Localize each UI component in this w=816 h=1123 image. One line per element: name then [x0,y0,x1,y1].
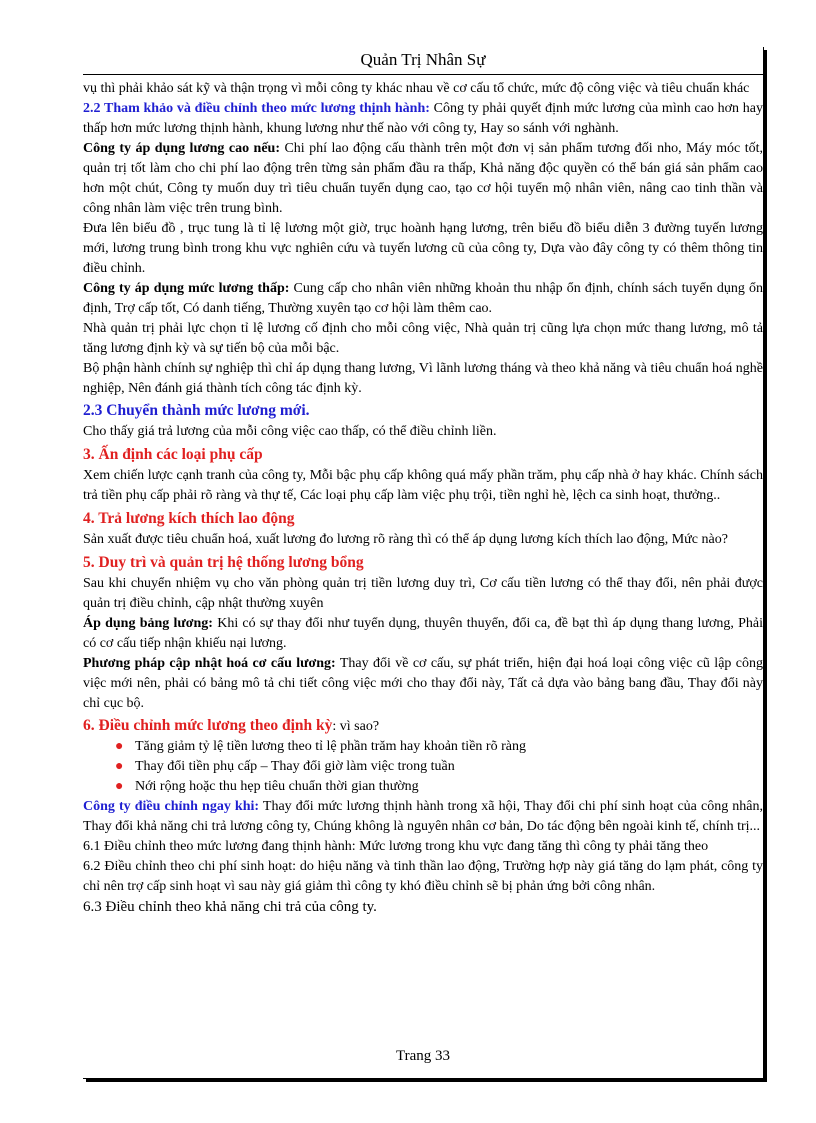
bullet-list [83,737,763,797]
heading-3: 3. Ấn định các loại phụ cấp [83,446,263,463]
paragraph: Nhà quản trị phải lực chọn tỉ lệ lương cố định cho mỗi công việc, Nhà quản trị cũng lựa chọn mức thang lương, mô tả tăng lương định kỳ và sự tiến bộ của mỗi bậc. [83,321,763,356]
page-content [83,79,763,917]
paragraph-6-1: 6.1 Điều chỉnh theo mức lương đang thịnh hành: Mức lương trong khu vực đang tăng thì công ty phải tăng theo [83,839,709,854]
heading-6-tail: : vì sao? [332,719,380,734]
list-item: ● Nới rộng hoặc thu hẹp tiêu chuẩn thời gian thường [121,777,763,797]
paragraph: Bộ phận hành chính sự nghiệp thì chỉ áp dụng thang lương, Vì lãnh lương tháng và theo khả năng và tiêu chuẩn hoá nghề nghiệp, Nên đánh giá thành tích công tác định kỳ. [83,361,763,396]
heading-6-line [83,716,763,737]
label-apply-scale: Áp dụng bảng lương: [83,616,213,631]
paragraph-2-2 [83,99,763,139]
header-rule [83,74,763,75]
paragraph: Cho thấy giá trả lương của mỗi công việc cao thấp, có thể điều chỉnh liền. [83,424,497,439]
page-number: Trang 33 [395,1048,451,1064]
paragraph: vụ thì phải khảo sát kỹ và thận trọng vì mỗi công ty khác nhau về cơ cấu tổ chức, mức độ công việc và tiêu chuẩn khác [83,81,750,96]
paragraph-text: Cung cấp cho nhân viên những khoản thu nhập ổn định, chính sách tuyển dụng ổn định, Trợ cấp tốt, Có danh tiếng, Thường xuyên tạo cơ hội làm thêm cao. [83,281,763,316]
paragraph: Sản xuất được tiêu chuẩn hoá, xuất lương đo lương rõ ràng thì có thể áp dụng lương kích thích lao động, Mức nào? [83,532,728,547]
paragraph-text: Chi phí lao động cấu thành trên một đơn vị sản phẩm tương đối nho, Máy móc tốt, quản trị tốt làm cho chi phí lao động trên từng sản phẩm đầu ra thấp, Khả năng độc quyền có thể bán giá sản phẩm cao hơn một chút, Công ty muốn duy trì tiêu chuẩn tuyển dụng cao, tạo cơ hội tuyển mộ nhân viên, nâng cao tinh thần và công nhân làm việc trên trung bình. [83,141,763,216]
paragraph-high-wage [83,139,763,219]
heading-4: 4. Trả lương kích thích lao động [83,510,295,527]
paragraph-low-wage [83,279,763,319]
paragraph: Xem chiến lược cạnh tranh của công ty, Mỗi bậc phụ cấp không quá mấy phần trăm, phụ cấp nhà ở hay khác. Chính sách trả tiền phụ cấp phải rõ ràng và thự tế, Các loại phụ cấp làm việc phụ trội, tiền nghỉ hè, lệch ca sinh hoạt, thưởng.. [83,468,763,503]
paragraph: Sau khi chuyển nhiệm vụ cho văn phòng quản trị tiền lương duy trì, Cơ cấu tiền lương có thể thay đổi, nên phải được quản trị điều chỉnh, cập nhật thường xuyên [83,576,763,611]
bullet-icon: ● [115,739,124,754]
label-high-wage: Công ty áp dụng lương cao nếu: [83,141,280,156]
paragraph-text: Khi có sự thay đổi như tuyển dụng, thuyên thuyển, đổi ca, đề bạt thì áp dụng thang lương, Phải có cơ cấu tiếp nhận khiếu nại lương. [83,616,763,651]
label-adjust-now: Công ty điều chỉnh ngay khi: [83,799,260,814]
paragraph-update-method [83,654,763,714]
heading-5: 5. Duy trì và quản trị hệ thống lương bổng [83,554,364,571]
paragraph-6-2: 6.2 Điều chỉnh theo chi phí sinh hoạt: do hiệu năng và tinh thần lao động, Trường hợp này giá tăng do lạm phát, công ty chỉ nên trợ cấp sinh hoạt vì sau này giá giảm thì công ty khó điều chỉnh sẽ bị phản ứng bởi công nhân. [83,859,763,894]
paragraph-text: Thay đổi về cơ cấu, sự phát triển, hiện đại hoá loại công việc cũ lập công việc mới nên, phải có bảng mô tả chi tiết công việc mới cho thay đổi này, Tất cả dựa vào bảng bang đầu, Thay đổi này chỉ cục bộ. [83,656,763,711]
label-low-wage: Công ty áp dụng mức lương thấp: [83,281,290,296]
subheading-2-2: 2.2 Tham khảo và điều chỉnh theo mức lương thịnh hành: [83,101,430,116]
paragraph-text: Thay đổi mức lương thịnh hành trong xã hội, Thay đổi chi phí sinh hoạt của công nhân, Thay đổi khả năng chi trả lương công ty, Chúng không là nguyên nhân cơ bản, Do tác động bên ngoài kinh tế, chính trị... [83,799,763,834]
paragraph-apply-scale [83,614,763,654]
paragraph: Đưa lên biểu đồ , trục tung là tỉ lệ lương một giờ, trục hoành hạng lương, trên biểu đồ biểu diễn 3 đường tuyến lương mới, lương trung bình trong khu vực nghiên cứu và tuyến lương cũ của công ty, Dựa vào đây công ty có thêm thông tin điều chỉnh. [83,221,763,276]
page-header: Quản Trị Nhân Sự [360,50,486,69]
paragraph-6-3: 6.3 Điều chỉnh theo khả năng chi trả của công ty. [83,899,377,915]
bullet-icon: ● [115,759,124,774]
paragraph-text: Công ty phải quyết định mức lương của mình cao hơn hay thấp hơn mức lương thịnh hành, khung lương như thế nào với công ty, Hay so sánh với nghành. [83,101,763,136]
heading-6: 6. Điều chỉnh mức lương theo định kỳ [83,717,333,734]
paragraph-adjust-now [83,797,763,837]
list-item: ● Thay đổi tiền phụ cấp – Thay đổi giờ làm việc trong tuần [121,757,763,777]
label-update-method: Phương pháp cập nhật hoá cơ cấu lương: [83,656,336,671]
list-item: ● Tăng giảm tỷ lệ tiền lương theo tỉ lệ phần trăm hay khoản tiền rõ ràng [121,737,763,757]
bullet-icon: ● [115,779,124,794]
heading-2-3: 2.3 Chuyển thành mức lương mới. [83,402,310,419]
